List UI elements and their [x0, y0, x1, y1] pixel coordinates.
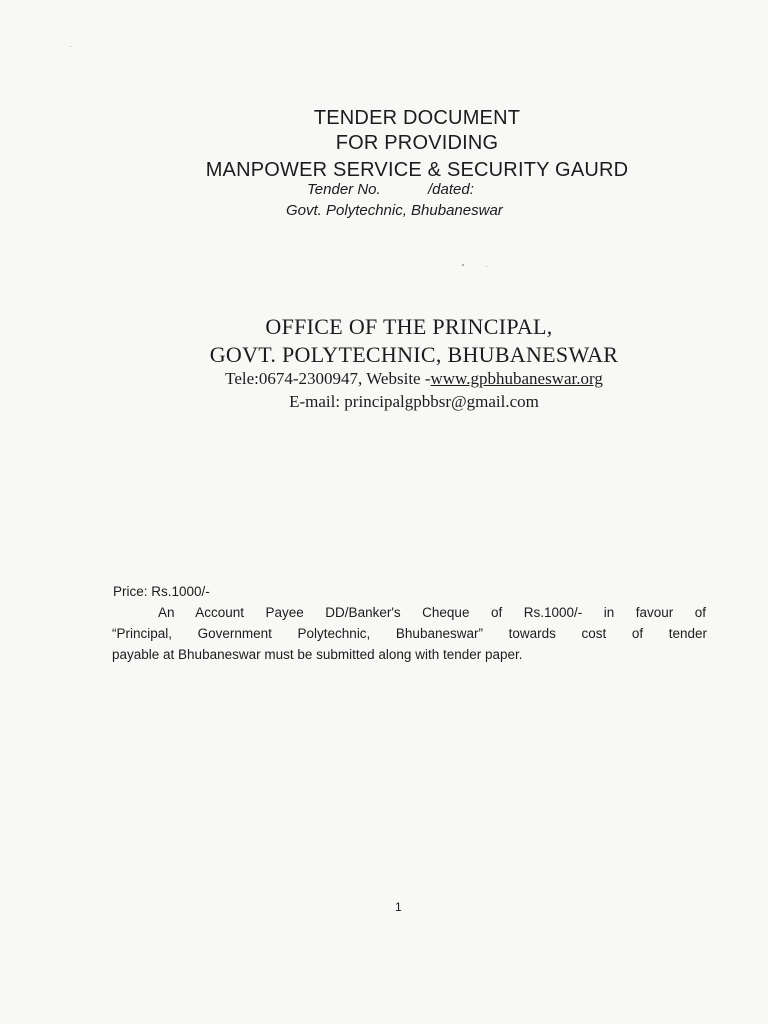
tender-dated-label: /dated:: [428, 181, 474, 198]
scan-speck: [70, 46, 71, 47]
office-contact-line: [30, 369, 768, 389]
website-link[interactable]: www.gpbhubaneswar.org: [430, 369, 603, 388]
price-paragraph-line-1: An Account Payee DD/Banker's Cheque of Rs.1000/- in favour of: [158, 605, 706, 620]
institution-name: Govt. Polytechnic, Bhubaneswar: [286, 202, 503, 219]
office-heading-line-2: GOVT. POLYTECHNIC, BHUBANESWAR: [209, 342, 619, 367]
price-paragraph-line-2: “Principal, Government Polytechnic, Bhubaneswar” towards cost of tender: [112, 626, 707, 641]
document-title-line-1: TENDER DOCUMENT: [313, 107, 521, 129]
office-heading-line-1: OFFICE OF THE PRINCIPAL,: [265, 314, 553, 339]
telephone-text: Tele:0674-2300947, Website -: [225, 369, 431, 388]
document-title-line-2: FOR PROVIDING: [335, 132, 499, 154]
tender-number-label: Tender No.: [307, 181, 381, 198]
page-number: 1: [395, 900, 402, 914]
email-line: E-mail: principalgpbbsr@gmail.com: [289, 392, 539, 411]
scan-speck: [462, 264, 464, 266]
price-paragraph-line-3: payable at Bhubaneswar must be submitted along with tender paper.: [112, 647, 523, 662]
document-title-line-3: MANPOWER SERVICE & SECURITY GAURD: [205, 159, 629, 181]
price-label: Price: Rs.1000/-: [113, 584, 210, 599]
scan-speck: [486, 266, 487, 267]
